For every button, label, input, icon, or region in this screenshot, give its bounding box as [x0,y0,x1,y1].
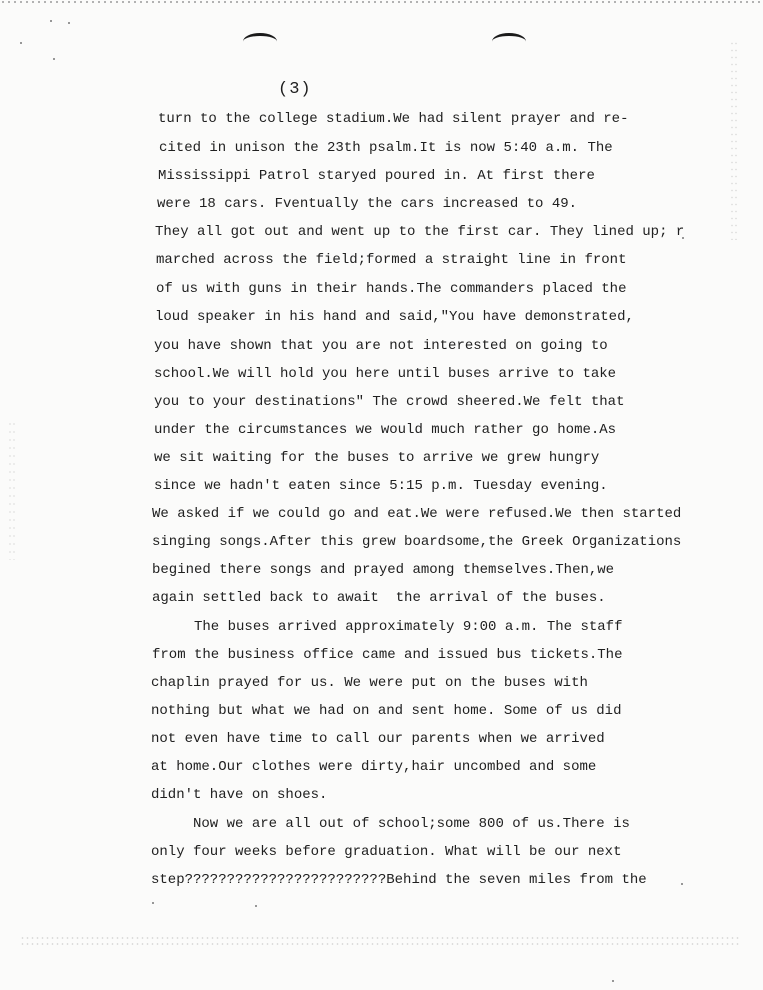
text-line: we sit waiting for the buses to arrive we grew hungry [154,450,600,466]
text-line: The buses arrived approximately 9:00 a.m. The staff [152,619,623,635]
text-line: We asked if we could go and eat.We were refused.We then started [152,506,682,522]
text-line: marched across the field;formed a straight line in front [156,252,627,268]
text-line: singing songs.After this grew boardsome,the Greek Organizations [152,534,682,550]
text-line: of us with guns in their hands.The commanders placed the [156,281,627,297]
text-line: you have shown that you are not interested on going to [154,338,608,354]
text-line: not even have time to call our parents when we arrived [151,731,605,747]
text-line: cited in unison the 23th psalm.It is now 5:40 a.m. The [159,140,613,156]
text-line: since we hadn't eaten since 5:15 p.m. Tuesday evening. [154,478,608,494]
text-line: They all got out and went up to the first car. They lined up; r [155,224,685,240]
text-line: from the business office came and issued bus tickets.The [152,647,623,663]
text-line: step????????????????????????Behind the seven miles from the [151,872,647,888]
page-number: (3) [278,80,312,99]
text-line: chaplin prayed for us. We were put on the buses with [151,675,588,691]
text-line: school.We will hold you here until buses arrive to take [154,366,617,382]
text-line: loud speaker in his hand and said,"You have demonstrated, [155,309,634,325]
text-line: at home.Our clothes were dirty,hair uncombed and some [151,759,597,775]
text-line: didn't have on shoes. [151,787,328,803]
text-line: nothing but what we had on and sent home. Some of us did [151,703,622,719]
text-line: Now we are all out of school;some 800 of us.There is [151,816,630,832]
text-line: under the circumstances we would much rather go home.As [154,422,617,438]
text-line: only four weeks before graduation. What will be our next [151,844,622,860]
text-line: turn to the college stadium.We had silent prayer and re- [158,111,629,127]
text-line: again settled back to await the arrival of the buses. [152,590,606,606]
text-line: were 18 cars. Fventually the cars increased to 49. [157,196,578,212]
text-line: Mississippi Patrol staryed poured in. At first there [158,168,595,184]
text-line: you to your destinations" The crowd sheered.We felt that [154,394,625,410]
text-line: begined there songs and prayed among themselves.Then,we [152,562,615,578]
